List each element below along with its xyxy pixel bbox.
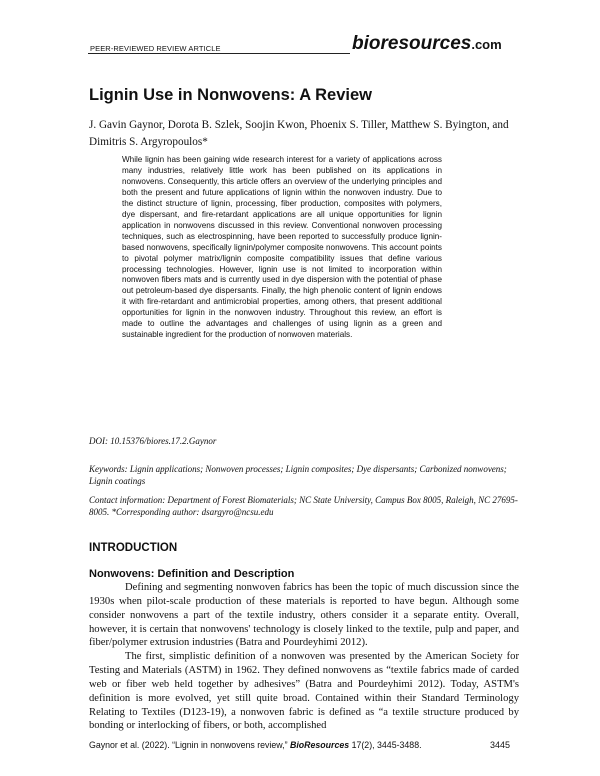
footer-journal-name: BioResources — [289, 740, 350, 750]
citation-suffix: 17(2), 3445-3488. — [351, 740, 422, 750]
article-type-label: PEER-REVIEWED REVIEW ARTICLE — [90, 44, 221, 53]
journal-logo — [352, 33, 502, 55]
journal-brand: bioresources — [352, 33, 472, 54]
header-rule — [88, 53, 350, 54]
abstract: While lignin has been gaining wide research interest for a variety of applications across many industries, relatively little work has been published on its applications in nonwovens. Consequently, this article offers an overview of the underlying principles and both the present and future applications of lignin within the nonwoven industry. Due to the distinct structure of lignin, processing, fiber production, composites with polymers, dye dispersant, and fire-retardant applications are all unique opportunities for lignin application in nonwovens discussed in this review. Conventional nonwoven processing techniques, such as electrospinning, have been reported to successfully produce lignin-based nonwovens, specifically lignin/polymer composite nonwovens. This account points to pivotal polymer matrix/lignin composite compatibility issues that define various processing technologies. However, lignin use is not limited to incorporation within nonwoven fibers mats and is currently used in dye dispersion with the potential of phase out petroleum-based dye dispersants. Finally, the high phenolic content of lignin endows it with fire-retardant and antimicrobial properties, among others, that present additional opportunities for lignin in the nonwoven industry. Throughout this review, an effort is made to outline the advantages and challenges of using lignin as a green and sustainable ingredient for the production of nonwoven materials. — [122, 155, 442, 340]
journal-tld: .com — [471, 37, 502, 52]
article-title: Lignin Use in Nonwovens: A Review — [89, 86, 372, 104]
paragraph: Defining and segmenting nonwoven fabrics has been the topic of much discussion since the 1930s when pilot-scale production of these materials is reported to have begun. Although some consider nonwovens a part of the textile industry, others consider it a separate entity. Overall, however, it is certain that nonwovens' technology is closely linked to the textile, pulp and paper, and fiber/polymer extrusion industries (Batra and Pourdeyhimi 2012). — [89, 582, 519, 649]
doi: DOI: 10.15376/biores.17.2.Gaynor — [89, 436, 217, 446]
footer-citation — [89, 740, 422, 750]
body-text — [89, 581, 519, 733]
author-list: J. Gavin Gaynor, Dorota B. Szlek, Soojin Kwon, Phoenix S. Tiller, Matthew S. Byington, and Dimitris S. Argyropoulos* — [89, 119, 509, 148]
subsection-heading: Nonwovens: Definition and Description — [89, 568, 295, 580]
section-heading-introduction: INTRODUCTION — [89, 542, 178, 554]
citation-prefix: Gaynor et al. (2022). “Lignin in nonwovens review,” — [89, 740, 288, 750]
keywords: Keywords: Lignin applications; Nonwoven processes; Lignin composites; Dye dispersants; Carbonized nonwovens; Lignin coatings — [89, 464, 507, 486]
paragraph: The first, simplistic definition of a nonwoven was presented by the American Society for Testing and Materials (ASTM) in 1962. They defined nonwovens as “textile fabrics made of carded web or fiber web held together by adhesives” (Batra and Pourdeyhimi 2012). Today, ASTM's definition is more evolved, yet still quite broad. Contained within their Standard Terminology Relating to Textiles (D123-19), a nonwoven fabric is defined as “a textile structure produced by bonding or interlocking of fibers, or both, accomplished — [89, 651, 519, 732]
page-number: 3445 — [490, 740, 511, 750]
contact-information: Contact information: Department of Forest Biomaterials; NC State University, Campus Box 8005, Raleigh, NC 27695-8005. *Corresponding author: dsargyro@ncsu.edu — [89, 495, 518, 517]
